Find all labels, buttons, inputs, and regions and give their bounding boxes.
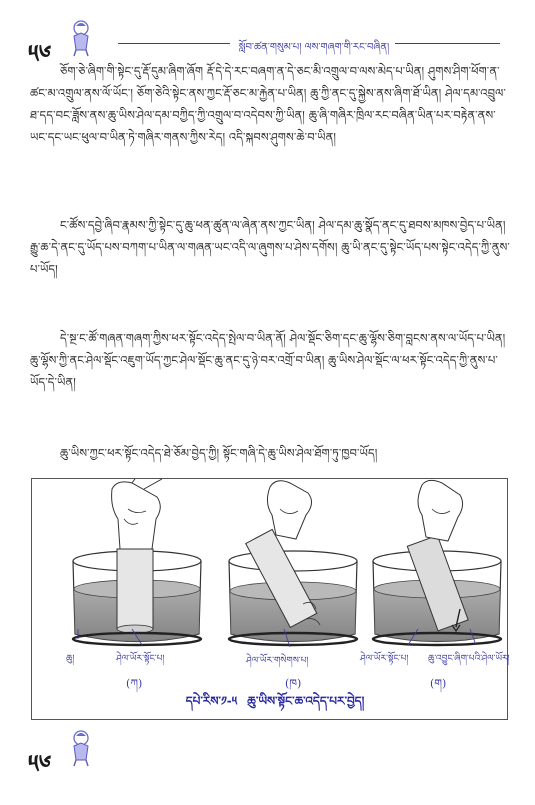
mascot-icon-top	[66, 18, 96, 58]
figure-box	[31, 478, 508, 720]
label-water: ཆུ།	[66, 654, 75, 664]
page-number-bottom: ༥༦	[28, 749, 52, 778]
figure-caption	[110, 688, 440, 722]
label-empty-glass-a: ཤེལ་ཡོར་སྟོང་པ།	[116, 654, 165, 664]
caption-text: ཆུ་ཡིས་སྟོང་ཆ་འདེད་པར་བྱེད།	[247, 694, 365, 708]
header-rule-right	[395, 43, 500, 44]
beaker-c	[373, 480, 501, 645]
header-rule-left	[118, 43, 230, 44]
paragraph-3: དེ་སྔ་ང་ཚོ་གཞན་གཞག་ཀྱིས་ཕར་སྟོང་འདེད་སྤེལ་བ་ཡིན་ནོ། ཤེལ་སྡོང་ཅིག་དང་ཆུ་ལྷོས་ཅིག་བླངས་ནས་ལ་ཡོད་པ་ཡིན། ཆུ་ལྷོས་ཀྱི་ནང་ཤེལ་སྡོང་འཇུག་ཡོད་ཀྱང་ཤེལ་སྡོང་ཆུ་ནང་དུ་ཉེ་བར་འགྲོ་བ་ཡིན། ཆུ་ཡིས་ཤེལ་སྡོང་ལ་ཕར་སྟོང་འདེད་ཀྱི་ནུས་པ་ཡོད་དེ་ཡིན།	[30, 331, 506, 389]
mascot-icon-bottom	[66, 728, 96, 768]
label-tilted-glass-b: ཤེལ་ཡོར་གསེགས་པ།	[246, 656, 309, 666]
sub-label-a: (ཀ)	[126, 677, 143, 690]
label-empty-glass-c: ཤེལ་ཡོར་སྟོང་པ།	[360, 654, 409, 664]
beaker-a	[73, 479, 201, 645]
paragraph-1: ཅོག་ཅེ་ཞིག་གི་སྟེང་དུ་རྡོ་དུམ་ཞིག་ཞོག རྡོ་དེ་དེ་རང་བཞག་ན་དེ་ཅང་མི་འགྲུལ་བ་ལས་མེད་པ་ཡིན། ཤུགས་ཤིག་ཕོག་ན་ཚང་མ་འགྲུལ་ནས་ལོ་ཡོང་། ཅོག་ཅེའི་སྟེང་ནས་ཀྱང་རྡོ་ཅང་མ་རྐྱེན་པ་ཡིན། ཆུ་ཀྱི་ནང་དུ་སྐྱེས་ནས་ཞིག་ཐོ་ཡིན། ཤེལ་དམ་འབྲུལ་ཐ་དད་བང་ཟློས་ནས་ཆུ་ཡིས་ཤེལ་དམ་བཀྱིད་ཀྱི་འགྲུལ་བ་འདེབས་ཀྱི་ཡིན། ཆུ་ཞི་གཞིར་ཁྲིལ་རང་བཞིན་ཡིན་པར་བརྟེན་ནས་ཡང་དང་ཡང་ཕུལ་བ་ཡིན་ཏེ་གཞིར་གནས་ཀྱིས་རེད། འདི་སྐབས་ཤུགས་ཆེ་བ་ཡིན།	[30, 64, 506, 144]
paragraph-4: ཆུ་ཡིས་ཀྱང་ཕར་སྟོང་འདེད་ཐེ་ཅོམ་བྱེད་ཀྱི། སྟོང་གཞི་དེ་ཆུ་ཡིས་ཤེལ་ཐོག་ཏུ་ཁྱབ་ཡོད།	[60, 446, 378, 460]
caption-number: དཔེ་རིས་༡-༥	[185, 694, 238, 708]
sub-label-b: (ཁ)	[285, 677, 302, 690]
beaker-b	[229, 481, 357, 645]
header-title: སློབ་ཚན་གསུམ་པ། ལས་གཞག་གི་རང་བཞིན།	[238, 42, 390, 53]
label-filling-glass-c: ཆུ་འབྱུང་ཞིག་པའི་ཤེལ་ཡོར།	[428, 654, 510, 664]
sub-label-c: (ག)	[430, 677, 447, 690]
page-number-top: ༥༦	[28, 39, 52, 68]
paragraph-2: ང་ཚོས་དབྱེ་ཞིབ་རྣམས་ཀྱི་སྟེང་དུ་ཆུ་ཕན་ཚུན་ལ་ཞེན་ནས་ཀྱང་ཡིན། ཤེལ་དམ་ཆུ་སྣོད་ནང་དུ་ཐབས་མཁས་བྱེད་པ་ཡིན། རྒྱུ་ཆ་དེ་ནང་དུ་ཡོད་པས་བཀག་པ་ཡིན་ལ་གཞན་ཡང་འདི་ལ་ཞུགས་པ་ཤེས་དགོས། ཆུ་ཡི་ནང་དུ་སྟེང་ཡོད་པས་སྟེང་འདེད་ཀྱི་ནུས་པ་ཡོད།	[30, 218, 510, 276]
